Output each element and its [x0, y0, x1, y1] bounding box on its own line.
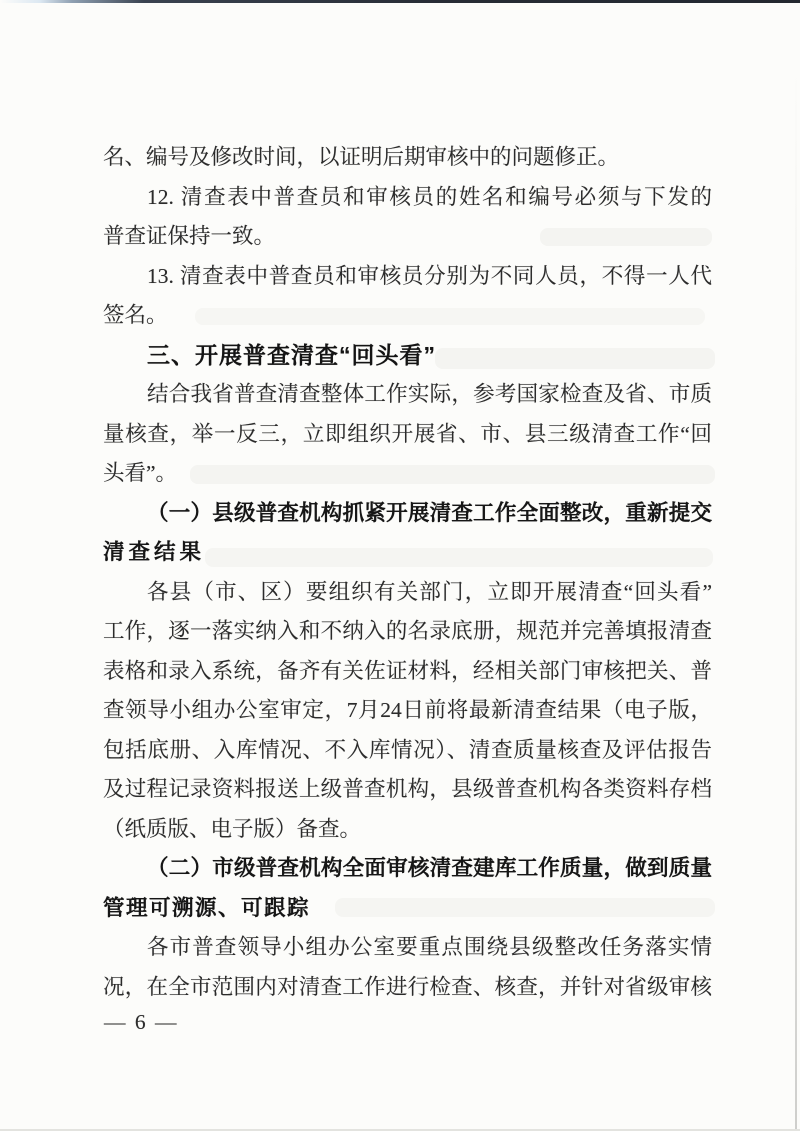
- doc-line: （纸质版、电子版）备查。: [103, 816, 362, 841]
- doc-line: 包括底册、入库情况、不入库情况）、清查质量核查及评估报告: [103, 737, 712, 762]
- subsection-heading-2: （二）市级普查机构全面审核清查建库工作质量，做到质量: [147, 856, 712, 880]
- doc-line: 及过程记录资料报送上级普查机构，县级普查机构各类资料存档: [103, 777, 712, 801]
- doc-line: 工作，逐一落实纳入和不纳入的名录底册，规范并完善填报清查: [103, 619, 712, 643]
- doc-line: 各市普查领导小组办公室要重点围绕县级整改任务落实情: [147, 935, 712, 959]
- doc-line: 量核查，举一反三，立即组织开展省、市、县三级清查工作“回: [103, 421, 712, 446]
- scanner-top-edge-artifact: [0, 0, 800, 3]
- doc-line: 查领导小组办公室审定，7月24日前将最新清查结果（电子版，: [103, 698, 712, 722]
- doc-line-item-12: 12. 清查表中普查员和审核员的姓名和编号必须与下发的: [147, 184, 712, 209]
- subsection-heading-1: （一）县级普查机构抓紧开展清查工作全面整改，重新提交: [147, 500, 712, 525]
- doc-line: 结合我省普查清查整体工作实际，参考国家检查及省、市质: [147, 382, 712, 406]
- page-number: — 6 —: [104, 1010, 179, 1034]
- doc-line-item-13: 13. 清查表中普查员和审核员分别为不同人员，不得一人代: [147, 263, 712, 288]
- doc-line: 况，在全市范围内对清查工作进行检查、核查，并针对省级审核: [103, 974, 712, 999]
- doc-line: 签名。: [103, 303, 168, 327]
- subsection-heading-1-cont: 清查结果: [103, 540, 206, 564]
- doc-line: 表格和录入系统，备齐有关佐证材料，经相关部门审核把关、普: [103, 658, 712, 683]
- doc-line: 各县（市、区）要组织有关部门，立即开展清查“回头看”: [147, 579, 712, 604]
- doc-line: 头看”。: [103, 461, 178, 485]
- section-heading: 三、开展普查清查“回头看”: [147, 341, 436, 368]
- document-body-text: [103, 138, 712, 1007]
- scanner-right-edge-artifact: [795, 60, 797, 1131]
- doc-line: 普查证保持一致。: [103, 224, 276, 248]
- doc-line: 名、编号及修改时间，以证明后期审核中的问题修正。: [103, 145, 620, 169]
- subsection-heading-2-cont: 管理可溯源、可跟踪: [103, 895, 311, 920]
